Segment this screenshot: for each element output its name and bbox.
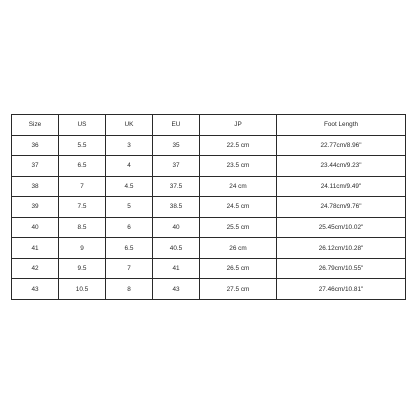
cell-uk: 6 — [106, 217, 153, 238]
header-us: US — [59, 115, 106, 136]
header-eu: EU — [153, 115, 200, 136]
cell-uk: 7 — [106, 258, 153, 279]
cell-foot-length: 26.79cm/10.55" — [277, 258, 406, 279]
cell-eu: 40 — [153, 217, 200, 238]
cell-jp: 27.5 cm — [200, 279, 277, 300]
cell-us: 9.5 — [59, 258, 106, 279]
header-size: Size — [12, 115, 59, 136]
cell-us: 6.5 — [59, 156, 106, 177]
cell-us: 8.5 — [59, 217, 106, 238]
header-jp: JP — [200, 115, 277, 136]
cell-us: 10.5 — [59, 279, 106, 300]
cell-jp: 24 cm — [200, 176, 277, 197]
cell-foot-length: 24.11cm/9.49" — [277, 176, 406, 197]
cell-foot-length: 24.78cm/9.76" — [277, 197, 406, 218]
cell-size: 38 — [12, 176, 59, 197]
cell-foot-length: 26.12cm/10.28" — [277, 238, 406, 259]
cell-uk: 4 — [106, 156, 153, 177]
cell-us: 5.5 — [59, 135, 106, 156]
table-row — [12, 135, 406, 156]
cell-jp: 23.5 cm — [200, 156, 277, 177]
cell-foot-length: 23.44cm/9.23" — [277, 156, 406, 177]
cell-jp: 24.5 cm — [200, 197, 277, 218]
cell-size: 42 — [12, 258, 59, 279]
cell-eu: 38.5 — [153, 197, 200, 218]
cell-size: 37 — [12, 156, 59, 177]
cell-eu: 37 — [153, 156, 200, 177]
cell-jp: 25.5 cm — [200, 217, 277, 238]
cell-uk: 6.5 — [106, 238, 153, 259]
table-row — [12, 156, 406, 177]
cell-jp: 22.5 cm — [200, 135, 277, 156]
cell-size: 43 — [12, 279, 59, 300]
cell-foot-length: 22.77cm/8.96" — [277, 135, 406, 156]
cell-size: 36 — [12, 135, 59, 156]
cell-foot-length: 27.46cm/10.81" — [277, 279, 406, 300]
cell-uk: 4.5 — [106, 176, 153, 197]
table-row — [12, 197, 406, 218]
cell-eu: 35 — [153, 135, 200, 156]
table-row — [12, 279, 406, 300]
cell-size: 40 — [12, 217, 59, 238]
cell-eu: 40.5 — [153, 238, 200, 259]
cell-uk: 5 — [106, 197, 153, 218]
cell-jp: 26.5 cm — [200, 258, 277, 279]
table-row — [12, 258, 406, 279]
cell-eu: 37.5 — [153, 176, 200, 197]
cell-uk: 3 — [106, 135, 153, 156]
cell-us: 9 — [59, 238, 106, 259]
cell-size: 39 — [12, 197, 59, 218]
table-row — [12, 176, 406, 197]
cell-us: 7.5 — [59, 197, 106, 218]
cell-size: 41 — [12, 238, 59, 259]
table-row — [12, 238, 406, 259]
cell-foot-length: 25.45cm/10.02" — [277, 217, 406, 238]
table-row — [12, 217, 406, 238]
header-uk: UK — [106, 115, 153, 136]
cell-us: 7 — [59, 176, 106, 197]
size-chart-table — [11, 114, 406, 300]
header-foot-length: Foot Length — [277, 115, 406, 136]
cell-jp: 26 cm — [200, 238, 277, 259]
table-header-row — [12, 115, 406, 136]
cell-eu: 43 — [153, 279, 200, 300]
cell-eu: 41 — [153, 258, 200, 279]
cell-uk: 8 — [106, 279, 153, 300]
